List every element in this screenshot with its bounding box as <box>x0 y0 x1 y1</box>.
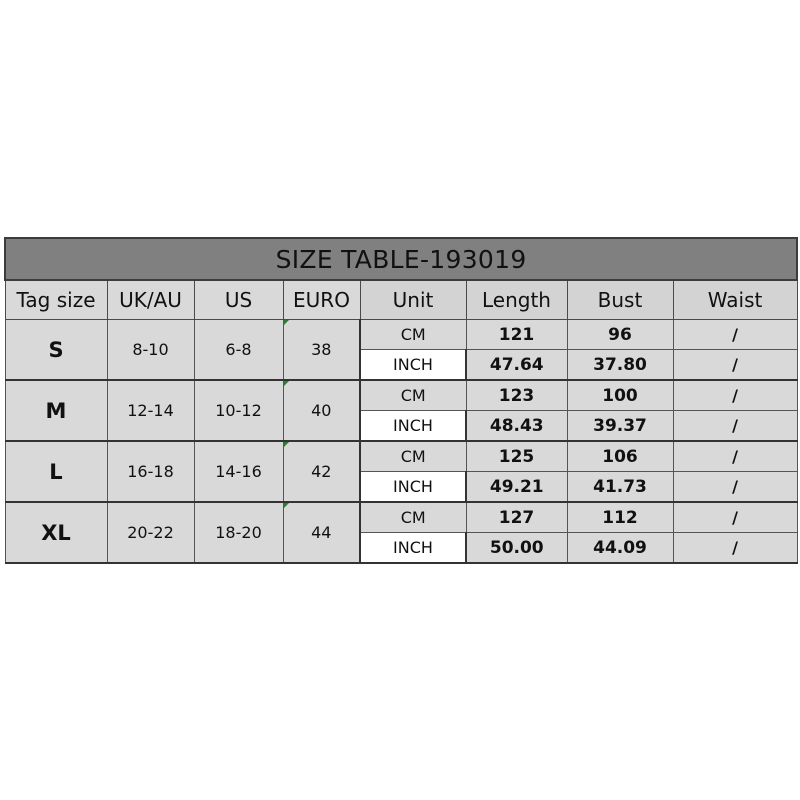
corner-mark-icon <box>284 320 289 325</box>
title-row <box>5 238 797 280</box>
length-cell: 127 <box>466 502 567 533</box>
waist-cell: / <box>673 380 797 411</box>
header-waist: Waist <box>673 280 797 320</box>
tag-size-cell: M <box>5 380 107 441</box>
waist-cell: / <box>673 320 797 350</box>
table-row <box>5 441 797 472</box>
header-euro: EURO <box>283 280 360 320</box>
header-us: US <box>194 280 283 320</box>
unit-cell: CM <box>360 502 466 533</box>
us-cell: 6-8 <box>194 320 283 381</box>
table-row <box>5 320 797 350</box>
header-uk-au: UK/AU <box>107 280 194 320</box>
tag-size-cell: L <box>5 441 107 502</box>
bust-cell: 37.80 <box>567 350 673 381</box>
length-cell: 121 <box>466 320 567 350</box>
euro-value: 38 <box>311 340 332 359</box>
header-row <box>5 280 797 320</box>
euro-cell <box>283 380 360 441</box>
euro-cell <box>283 320 360 381</box>
euro-value: 44 <box>311 523 332 542</box>
tag-size-cell: XL <box>5 502 107 563</box>
unit-cell: CM <box>360 320 466 350</box>
tag-size-cell: S <box>5 320 107 381</box>
uk-au-cell: 20-22 <box>107 502 194 563</box>
unit-cell: CM <box>360 380 466 411</box>
euro-cell <box>283 441 360 502</box>
bust-cell: 39.37 <box>567 411 673 442</box>
waist-cell: / <box>673 472 797 503</box>
uk-au-cell: 16-18 <box>107 441 194 502</box>
corner-mark-icon <box>284 442 289 447</box>
header-length: Length <box>466 280 567 320</box>
unit-cell: CM <box>360 441 466 472</box>
length-cell: 47.64 <box>466 350 567 381</box>
us-cell: 14-16 <box>194 441 283 502</box>
bust-cell: 112 <box>567 502 673 533</box>
length-cell: 125 <box>466 441 567 472</box>
length-cell: 49.21 <box>466 472 567 503</box>
table-row <box>5 502 797 533</box>
size-table <box>4 237 798 564</box>
table-row <box>5 380 797 411</box>
bust-cell: 41.73 <box>567 472 673 503</box>
header-unit: Unit <box>360 280 466 320</box>
euro-value: 40 <box>311 401 332 420</box>
table-title: SIZE TABLE-193019 <box>5 238 797 280</box>
waist-cell: / <box>673 411 797 442</box>
corner-mark-icon <box>284 381 289 386</box>
length-cell: 50.00 <box>466 533 567 564</box>
length-cell: 48.43 <box>466 411 567 442</box>
header-bust: Bust <box>567 280 673 320</box>
euro-value: 42 <box>311 462 332 481</box>
us-cell: 10-12 <box>194 380 283 441</box>
unit-cell: INCH <box>360 350 466 381</box>
bust-cell: 100 <box>567 380 673 411</box>
bust-cell: 96 <box>567 320 673 350</box>
bust-cell: 44.09 <box>567 533 673 564</box>
euro-cell <box>283 502 360 563</box>
uk-au-cell: 8-10 <box>107 320 194 381</box>
length-cell: 123 <box>466 380 567 411</box>
waist-cell: / <box>673 350 797 381</box>
uk-au-cell: 12-14 <box>107 380 194 441</box>
header-tag-size: Tag size <box>5 280 107 320</box>
unit-cell: INCH <box>360 533 466 564</box>
waist-cell: / <box>673 502 797 533</box>
corner-mark-icon <box>284 503 289 508</box>
waist-cell: / <box>673 533 797 564</box>
waist-cell: / <box>673 441 797 472</box>
us-cell: 18-20 <box>194 502 283 563</box>
unit-cell: INCH <box>360 411 466 442</box>
unit-cell: INCH <box>360 472 466 503</box>
bust-cell: 106 <box>567 441 673 472</box>
